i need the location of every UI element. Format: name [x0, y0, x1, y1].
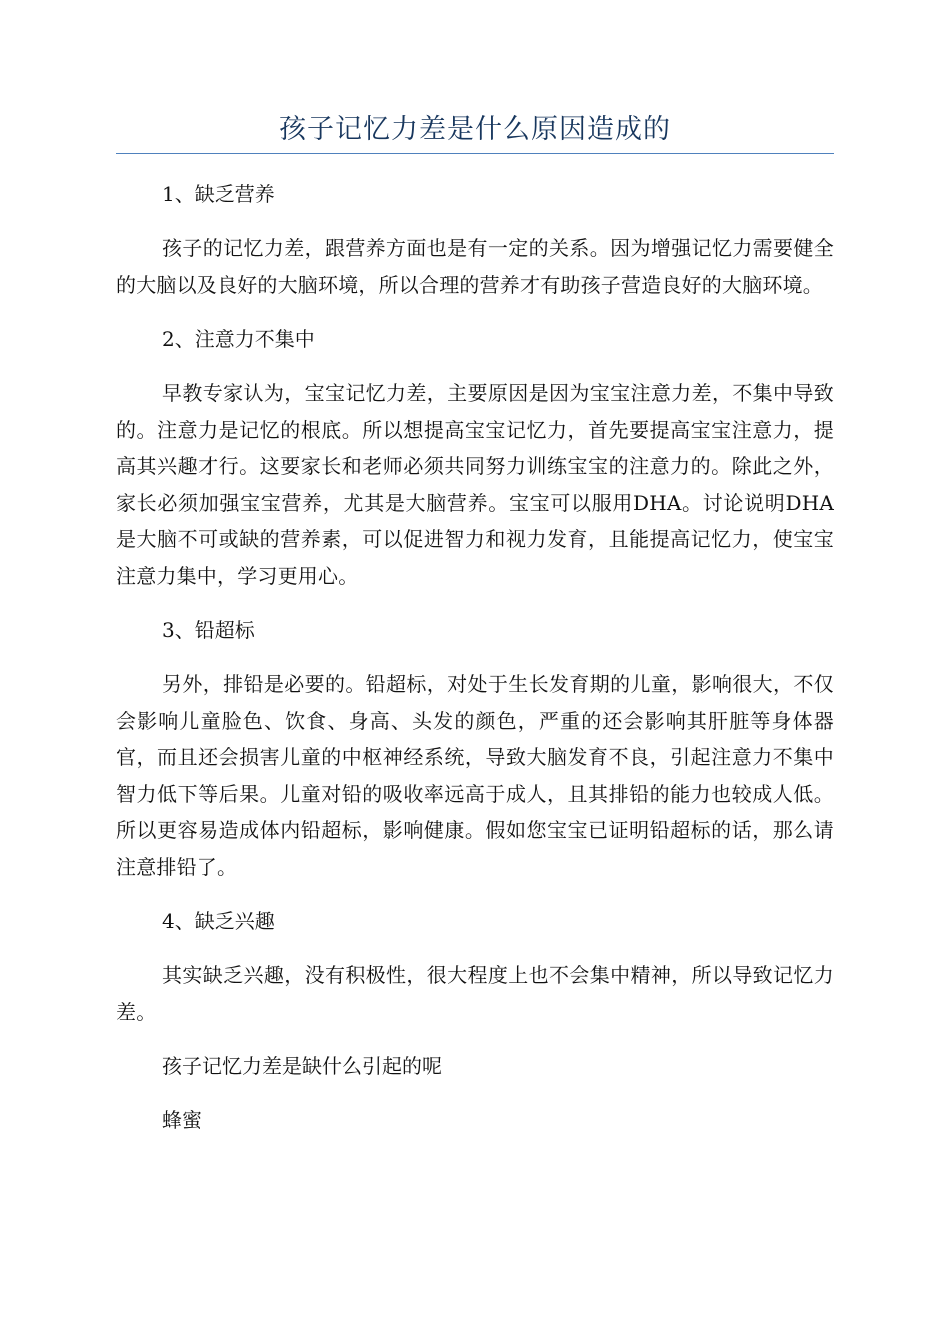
section-paragraph-3: 另外，排铅是必要的。铅超标，对处于生长发育期的儿童，影响很大，不仅会影响儿童脸色、饮食、身高、头发的颜色，严重的还会影响其肝脏等身体器官，而且还会损害儿童的中枢神经系统，导致大脑发育不良，引起注意力不集中智力低下等后果。儿童对铅的吸收率远高于成人，且其排铅的能力也较成人低。所以更容易造成体内铅超标，影响健康。假如您宝宝已证明铅超标的话，那么请注意排铅了。: [116, 672, 834, 879]
section-paragraph-2: 早教专家认为，宝宝记忆力差，主要原因是因为宝宝注意力差，不集中导致的。注意力是记忆的根底。所以想提高宝宝记忆力，首先要提高宝宝注意力，提高其兴趣才行。这要家长和老师必须共同努力训练宝宝的注意力的。除此之外，家长必须加强宝宝营养，尤其是大脑营养。宝宝可以服用DHA。讨论说明DHA是大脑不可或缺的营养素，可以促进智力和视力发育，且能提高记忆力，使宝宝注意力集中，学习更用心。: [116, 381, 834, 588]
section-heading-1: 1、缺乏营养: [162, 182, 275, 206]
section-heading-3: 3、铅超标: [162, 618, 255, 642]
title-underline: [116, 153, 834, 154]
trailing-line-honey: 蜂蜜: [162, 1108, 202, 1132]
section-paragraph-1: 孩子的记忆力差，跟营养方面也是有一定的关系。因为增强记忆力需要健全的大脑以及良好的大脑环境，所以合理的营养才有助孩子营造良好的大脑环境。: [116, 236, 834, 297]
section-heading-4: 4、缺乏兴趣: [162, 909, 275, 933]
page-title: 孩子记忆力差是什么原因造成的: [279, 114, 671, 145]
section-paragraph-4: 其实缺乏兴趣，没有积极性，很大程度上也不会集中精神，所以导致记忆力差。: [116, 963, 834, 1024]
section-heading-2: 2、注意力不集中: [162, 327, 315, 351]
trailing-line-question: 孩子记忆力差是缺什么引起的呢: [162, 1054, 442, 1078]
document-body: [116, 176, 834, 1156]
